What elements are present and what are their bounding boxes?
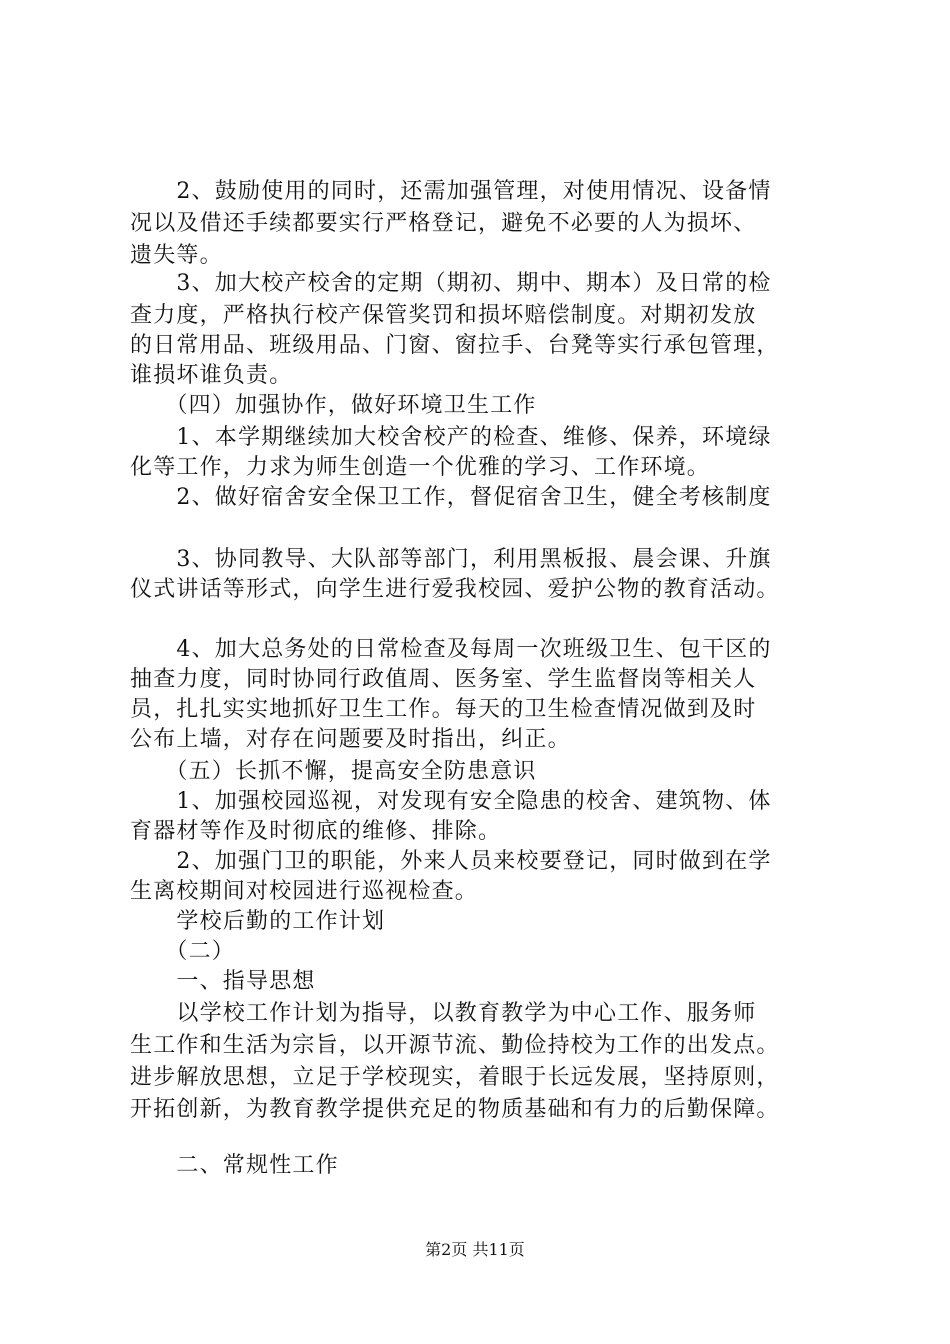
text-line: 2、鼓励使用的同时，还需加强管理，对使用情况、设备情 [130,179,772,204]
text-line: 况以及借还手续都要实行严格登记，避免不必要的人为损坏、 [130,211,757,236]
page-number: 第2页 共11页 [425,1240,525,1259]
text-line: 以学校工作计划为指导，以教育教学为中心工作、服务师 [130,1001,757,1026]
text-line: 1、本学期继续加大校舍校产的检查、维修、保养，环境绿 [130,425,772,450]
document-title: 学校后勤的工作计划 [130,909,386,934]
text-line: 化等工作，力求为师生创造一个优雅的学习、工作环境。 [130,455,711,480]
section-heading: （四）加强协作，做好环境卫生工作 [130,393,537,418]
text-line: 公布上墙，对存在问题要及时指出，纠正。 [130,727,571,752]
text-line: 3、加大校产校舍的定期（期初、期中、期本）及日常的检 [130,271,772,296]
text-line: 抽查力度，同时协同行政值周、医务室、学生监督岗等相关人 [130,667,757,692]
text-line: 遗失等。 [130,243,223,268]
text-line: 员，扎扎实实地抓好卫生工作。每天的卫生检查情况做到及时 [130,697,757,722]
text-line: 生离校期间对校园进行巡视检查。 [130,879,479,904]
text-line: 育器材等作及时彻底的维修、排除。 [130,819,502,844]
section-heading: （五）长抓不懈，提高安全防患意识 [130,759,537,784]
text-line: 进步解放思想，立足于学校现实，着眼于长远发展，坚持原则， [130,1065,780,1090]
text-line: 开拓创新，为教育教学提供充足的物质基础和有力的后勤保障。 [130,1097,780,1122]
text-line: 3、协同教导、大队部等部门，利用黑板报、晨会课、升旗 [130,547,772,572]
section-heading: 二、常规性工作 [130,1153,339,1178]
text-line: 的日常用品、班级用品、门窗、窗拉手、台凳等实行承包管理， [130,333,780,358]
section-heading: 一、指导思想 [130,969,316,994]
section-heading: （二） [130,939,236,964]
text-line: 谁损坏谁负责。 [130,363,293,388]
text-line: 生工作和生活为宗旨，以开源节流、勤俭持校为工作的出发点。 [130,1033,780,1058]
text-line: 4、加大总务处的日常检查及每周一次班级卫生、包干区的 [130,637,772,662]
text-line: 2、做好宿舍安全保卫工作，督促宿舍卫生，健全考核制度 [130,485,772,510]
text-line: 2、加强门卫的职能，外来人员来校要登记，同时做到在学 [130,849,772,874]
text-line: 1、加强校园巡视，对发现有安全隐患的校舍、建筑物、体 [130,789,772,814]
text-line: 查力度，严格执行校产保管奖罚和损坏赔偿制度。对期初发放 [130,303,757,328]
text-line: 仪式讲话等形式，向学生进行爱我校园、爱护公物的教育活动。 [130,577,780,602]
